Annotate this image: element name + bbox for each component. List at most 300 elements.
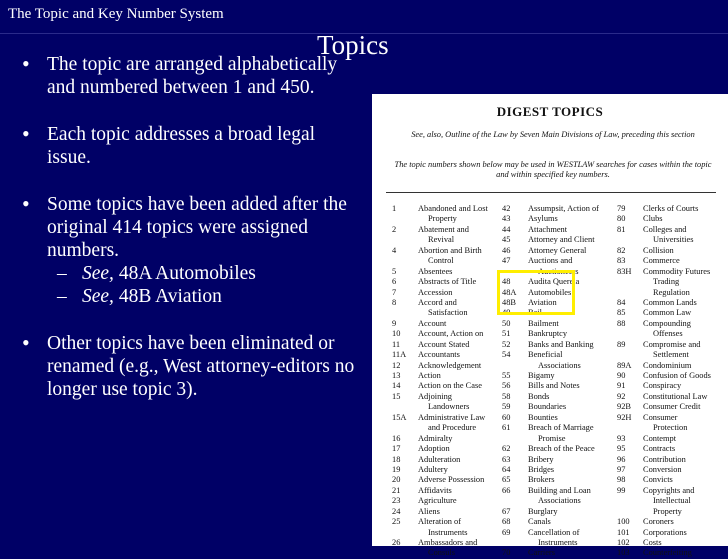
topic-number: 49 <box>502 308 511 318</box>
see-signal: See, <box>82 286 114 307</box>
topic-row <box>617 235 711 245</box>
topics-column-3 <box>617 204 711 559</box>
slide-header <box>0 0 728 34</box>
topic-row <box>617 329 711 339</box>
topic-number <box>392 256 418 266</box>
topic-row <box>392 507 488 517</box>
topic-row <box>617 455 711 465</box>
topic-row <box>392 298 488 308</box>
topic-row <box>392 340 488 350</box>
topic-row <box>617 444 711 454</box>
topic-number <box>617 235 643 245</box>
topic-name: Banks and Banking <box>528 339 594 349</box>
topic-row <box>392 496 488 506</box>
topic-row <box>502 361 599 371</box>
topic-row <box>502 225 599 235</box>
topic-row <box>617 517 711 527</box>
topic-row <box>502 246 599 256</box>
topic-name: Clerks of Courts <box>643 204 699 213</box>
topic-row <box>617 288 711 298</box>
topic-number <box>617 496 643 506</box>
topic-row <box>617 214 711 224</box>
bullet-dot-icon: • <box>22 330 30 355</box>
topic-name: Accountants <box>418 350 460 360</box>
topic-number: 85 <box>617 308 626 318</box>
bullet-text: Each topic addresses a broad legal issue. <box>47 124 316 168</box>
topic-row <box>392 235 488 245</box>
topic-name: Breach of Marriage <box>528 423 594 433</box>
topic-name: Control <box>428 256 454 266</box>
digest-topics-scan <box>372 94 728 558</box>
topic-name: Bills and Notes <box>528 381 580 391</box>
topic-name: Revival <box>428 235 455 245</box>
topic-name: Bigamy <box>528 371 555 380</box>
topic-name: Trading <box>653 277 680 287</box>
topic-name: Accession <box>418 287 453 297</box>
topic-row <box>617 465 711 475</box>
topic-name: Brokers <box>528 475 555 485</box>
topic-row <box>617 507 711 517</box>
topic-name: Breach of the Peace <box>528 444 595 454</box>
topic-name: Action <box>418 371 441 380</box>
topic-name: Administrative Law <box>418 412 486 422</box>
bullet-text: Other topics have been eliminated or renamed (e.g., West attorney-editors no longer use topic 3). <box>47 333 355 400</box>
topic-number: 16 <box>392 433 401 443</box>
topic-row <box>502 371 599 381</box>
topic-row <box>392 392 488 402</box>
topic-number: 98 <box>617 475 626 485</box>
topic-name: Adverse Possession <box>418 475 485 485</box>
topic-row <box>392 350 488 360</box>
topic-row <box>502 350 599 360</box>
topic-number: 24 <box>392 506 401 516</box>
topic-number: 68 <box>502 517 511 527</box>
topic-row <box>502 507 599 517</box>
topic-name: Abatement and <box>418 224 469 234</box>
topic-name: Boundaries <box>528 402 567 412</box>
topic-number: 69 <box>502 527 511 537</box>
topic-name: Associations <box>538 360 581 370</box>
topic-number: 14 <box>392 381 401 391</box>
topic-row <box>617 538 711 548</box>
topic-name: Asylums <box>528 214 558 224</box>
bullet-text: The topic are arranged alphabetically and numbered between 1 and 450. <box>47 54 338 98</box>
topic-number: 81 <box>617 224 626 234</box>
topic-number <box>392 214 418 224</box>
topic-name: Conversion <box>643 464 682 474</box>
topic-row <box>502 538 599 548</box>
digest-title: DIGEST TOPICS <box>496 104 604 119</box>
topic-row <box>502 486 599 496</box>
topic-number: 43 <box>502 214 511 224</box>
topic-name: Aliens <box>418 506 440 516</box>
topic-number: 92 <box>617 391 626 401</box>
topic-row <box>502 465 599 475</box>
topic-name: Copyrights and <box>643 485 695 495</box>
topic-name: Attorney and Client <box>528 235 595 245</box>
topic-number: 46 <box>502 245 511 255</box>
topic-row <box>392 308 488 318</box>
topic-row <box>392 548 488 558</box>
topic-row <box>502 548 599 558</box>
topic-number: 6 <box>392 277 397 287</box>
divider <box>386 192 716 193</box>
topic-name: Building and Loan <box>528 485 591 495</box>
topic-row <box>617 361 711 371</box>
topic-row <box>392 361 488 371</box>
topic-number: 12 <box>392 360 401 370</box>
topic-number: 90 <box>617 371 626 380</box>
topic-row <box>502 235 599 245</box>
topic-number: 50 <box>502 318 511 328</box>
topic-name: Corporations <box>643 527 687 537</box>
topic-row <box>617 350 711 360</box>
topic-number: 102 <box>617 538 630 547</box>
topic-number: 7 <box>392 287 397 297</box>
topic-number <box>617 423 643 433</box>
topic-row <box>392 538 488 548</box>
topic-row <box>617 298 711 308</box>
topic-number <box>392 423 418 433</box>
topics-column-2 <box>502 204 599 559</box>
topic-name: Contempt <box>643 433 677 443</box>
topic-number: 15A <box>392 412 407 422</box>
topic-row <box>617 413 711 423</box>
topic-number: 95 <box>617 444 626 454</box>
topic-number: 60 <box>502 412 511 422</box>
topic-name: Common Lands <box>643 297 697 307</box>
topic-number: 92H <box>617 412 632 422</box>
topic-name: Associations <box>538 496 581 506</box>
topic-name: Burglary <box>528 506 558 516</box>
topic-name: Condominium <box>643 360 692 370</box>
bullet-item <box>22 123 357 169</box>
sub-bullet-item <box>22 285 357 308</box>
topic-number: 59 <box>502 402 511 412</box>
topic-number: 82 <box>617 245 626 255</box>
topic-number: 64 <box>502 464 511 474</box>
topic-name: Bankruptcy <box>528 329 568 339</box>
topic-number: 48 <box>502 277 511 287</box>
topic-number: 48A <box>502 287 517 297</box>
topic-number: 61 <box>502 423 511 433</box>
topic-name: Promise <box>538 433 566 443</box>
topic-name: Beneficial <box>528 350 563 360</box>
topic-name: Offenses <box>653 329 683 339</box>
topic-row <box>617 381 711 391</box>
topic-name: Alteration of <box>418 517 462 527</box>
topic-number <box>392 308 418 318</box>
topic-row <box>502 214 599 224</box>
topic-number: 18 <box>392 454 401 464</box>
topic-number: 56 <box>502 381 511 391</box>
topic-number <box>617 329 643 339</box>
topic-number <box>392 402 418 412</box>
topic-number: 62 <box>502 444 511 454</box>
topic-row <box>392 413 488 423</box>
topic-name: Account, Action on <box>418 329 484 339</box>
topic-name: Collision <box>643 245 674 255</box>
topic-name: Counterfeiting <box>643 548 692 558</box>
topic-name: Account <box>418 318 447 328</box>
topic-row <box>392 402 488 412</box>
topic-name: Instruments <box>428 527 468 537</box>
topic-row <box>502 517 599 527</box>
topic-name: Attorney General <box>528 245 587 255</box>
topic-row <box>617 204 711 214</box>
topic-row <box>502 204 599 214</box>
topic-row <box>502 340 599 350</box>
topic-name: Affidavits <box>418 485 452 495</box>
topic-number: 55 <box>502 371 511 380</box>
topic-row <box>502 392 599 402</box>
topic-row <box>392 288 488 298</box>
topic-number: 100 <box>617 517 630 527</box>
topic-row <box>392 381 488 391</box>
topic-number: 99 <box>617 485 626 495</box>
topic-number: 88 <box>617 318 626 328</box>
sub-bullet-item <box>22 262 357 285</box>
topic-number: 15 <box>392 391 401 401</box>
topic-number: 11A <box>392 350 407 360</box>
topic-name: Assumpsit, Action of <box>528 204 599 213</box>
topic-number <box>617 288 643 298</box>
topic-row <box>392 329 488 339</box>
topic-number: 44 <box>502 224 511 234</box>
topic-row <box>617 277 711 287</box>
topic-number <box>502 496 528 506</box>
topic-name: Automobiles <box>528 287 572 297</box>
topic-number: 1 <box>392 204 397 213</box>
topic-name: Acknowledgement <box>418 360 482 370</box>
topic-row <box>617 267 711 277</box>
topic-row <box>502 496 599 506</box>
topic-number: 67 <box>502 506 511 516</box>
topic-name: Constitutional Law <box>643 391 708 401</box>
topic-name: Adjoining <box>418 391 452 401</box>
topic-name: Bribery <box>528 454 554 464</box>
topic-row <box>502 444 599 454</box>
topic-row <box>617 423 711 433</box>
topic-row <box>617 246 711 256</box>
topic-row <box>392 225 488 235</box>
topic-name: Convicts <box>643 475 673 485</box>
topic-name: Audita Querela <box>528 277 580 287</box>
topic-number <box>617 507 643 517</box>
topic-row <box>502 423 599 433</box>
bullet-dot-icon: • <box>22 191 30 216</box>
topic-row <box>502 319 599 329</box>
topic-row <box>502 413 599 423</box>
topic-number: 2 <box>392 224 397 234</box>
topic-name: Confusion of Goods <box>643 371 711 380</box>
digest-note-westlaw: The topic numbers shown below may be used in WESTLAW searches for cases within the topic and within specified key numbers. <box>394 160 712 179</box>
topic-name: Carriers <box>528 548 555 558</box>
topic-name: Consuls <box>428 548 455 558</box>
topic-number: 23 <box>392 496 401 506</box>
topic-number: 89 <box>617 339 626 349</box>
topic-name: and Procedure <box>428 423 477 433</box>
topic-number: 47 <box>502 256 511 266</box>
digest-note-see-also: See, also, Outline of the Law by Seven Main Divisions of Law, preceding this section <box>411 130 695 139</box>
topic-name: Regulation <box>653 287 690 297</box>
topic-number <box>617 350 643 360</box>
topic-name: Common Law <box>643 308 692 318</box>
topic-row <box>392 277 488 287</box>
topic-name: Protection <box>653 423 688 433</box>
bullet-item <box>22 193 357 262</box>
topic-row <box>617 548 711 558</box>
topic-name: Bail <box>528 308 542 318</box>
topic-number: 91 <box>617 381 626 391</box>
topic-number: 79 <box>617 204 626 213</box>
topic-number: 5 <box>392 266 397 276</box>
topic-row <box>617 308 711 318</box>
topic-number <box>617 277 643 287</box>
topic-number: 89A <box>617 360 632 370</box>
topic-row <box>392 204 488 214</box>
topic-row <box>392 371 488 381</box>
topic-name: Colleges and <box>643 224 687 234</box>
topic-row <box>392 423 488 433</box>
topic-number: 83 <box>617 256 626 266</box>
topic-name: Bridges <box>528 464 555 474</box>
topic-number: 97 <box>617 464 626 474</box>
topic-number: 83H <box>617 266 632 276</box>
topic-row <box>392 256 488 266</box>
topic-row <box>617 486 711 496</box>
topic-name: Costs <box>643 538 662 547</box>
topic-name: Action on the Case <box>418 381 482 391</box>
topic-name: Compounding <box>643 318 691 328</box>
topic-row <box>392 434 488 444</box>
topic-number: 48B <box>502 297 516 307</box>
topic-name: Contribution <box>643 454 686 464</box>
bullet-item <box>22 53 357 99</box>
topic-row <box>617 371 711 381</box>
topic-name: Instruments <box>538 538 578 547</box>
topic-name: Property <box>653 506 682 516</box>
bullet-dot-icon: • <box>22 51 30 76</box>
topic-number <box>502 361 528 371</box>
topic-name: Compromise and <box>643 339 701 349</box>
topic-name: Attachment <box>528 224 568 234</box>
topic-name: Aviation <box>528 297 557 307</box>
topic-row <box>502 528 599 538</box>
topic-name: Canals <box>528 517 551 527</box>
see-signal: See, <box>82 263 114 284</box>
topic-row <box>617 319 711 329</box>
topic-name: Contracts <box>643 444 676 454</box>
topic-name: Admiralty <box>418 433 453 443</box>
topic-row <box>502 329 599 339</box>
topic-name: Satisfaction <box>428 308 468 318</box>
topic-row <box>392 517 488 527</box>
topic-number: 17 <box>392 444 401 454</box>
topic-row <box>392 455 488 465</box>
topic-name: Account Stated <box>418 339 470 349</box>
bullet-text: Some topics have been added after the original 414 topics were assigned numbers. <box>47 194 347 261</box>
topic-row <box>617 225 711 235</box>
topic-name: Bailment <box>528 318 559 328</box>
topic-number <box>502 538 528 548</box>
topic-row <box>392 444 488 454</box>
topic-name: Bounties <box>528 412 558 422</box>
topic-name: Commodity Futures <box>643 266 711 276</box>
topic-row <box>617 434 711 444</box>
topic-number <box>392 548 418 558</box>
topic-number: 80 <box>617 214 626 224</box>
topic-number: 21 <box>392 485 401 495</box>
topic-row <box>617 496 711 506</box>
topic-row <box>502 455 599 465</box>
topic-number: 103 <box>617 548 630 558</box>
topic-name: Abortion and Birth <box>418 245 482 255</box>
topic-row <box>617 402 711 412</box>
topic-name: Coroners <box>643 517 674 527</box>
topic-number: 58 <box>502 391 511 401</box>
highlight-box <box>497 270 575 315</box>
topic-number: 13 <box>392 371 401 380</box>
slide-title: Topics <box>317 30 389 60</box>
bullet-list <box>22 53 357 401</box>
topic-row <box>392 486 488 496</box>
topic-name: Settlement <box>653 350 689 360</box>
topic-row <box>392 465 488 475</box>
topic-name: Conspiracy <box>643 381 682 391</box>
header-text: The Topic and Key Number System <box>8 6 224 22</box>
topic-row <box>617 528 711 538</box>
topic-name: Property <box>428 214 457 224</box>
topic-row <box>392 319 488 329</box>
topic-number <box>502 434 528 444</box>
topic-number: 45 <box>502 235 511 245</box>
topic-row <box>392 528 488 538</box>
topic-row <box>617 392 711 402</box>
topic-row <box>502 402 599 412</box>
topic-number: 54 <box>502 350 511 360</box>
topic-name: Consumer Credit <box>643 402 701 412</box>
topic-name: Ambassadors and <box>418 538 478 547</box>
topic-name: Clubs <box>643 214 663 224</box>
topic-row <box>617 256 711 266</box>
topic-number: 9 <box>392 318 397 328</box>
topic-number: 51 <box>502 329 511 339</box>
topic-name: Consumer <box>643 412 678 422</box>
topic-name: Adoption <box>418 444 450 454</box>
topic-name: Intellectual <box>653 496 691 506</box>
topic-name: Accord and <box>418 297 457 307</box>
topic-number: 101 <box>617 527 630 537</box>
topic-name: Abstracts of Title <box>418 277 477 287</box>
topic-name: Auctioneers <box>538 266 579 276</box>
topic-number: 66 <box>502 485 511 495</box>
sub-bullet-text: 48A Automobiles <box>113 263 256 284</box>
topic-number: 70 <box>502 548 511 558</box>
topic-number: 4 <box>392 245 397 255</box>
topic-name: Auctions and <box>528 256 573 266</box>
topic-row <box>392 246 488 256</box>
topic-row <box>502 256 599 266</box>
topic-name: Absentees <box>418 266 453 276</box>
topic-row <box>392 475 488 485</box>
topic-number: 26 <box>392 538 401 547</box>
topic-number <box>392 528 418 538</box>
bullet-item <box>22 332 357 401</box>
topic-name: Cancellation of <box>528 527 580 537</box>
topic-number: 11 <box>392 339 401 349</box>
topic-row <box>502 381 599 391</box>
